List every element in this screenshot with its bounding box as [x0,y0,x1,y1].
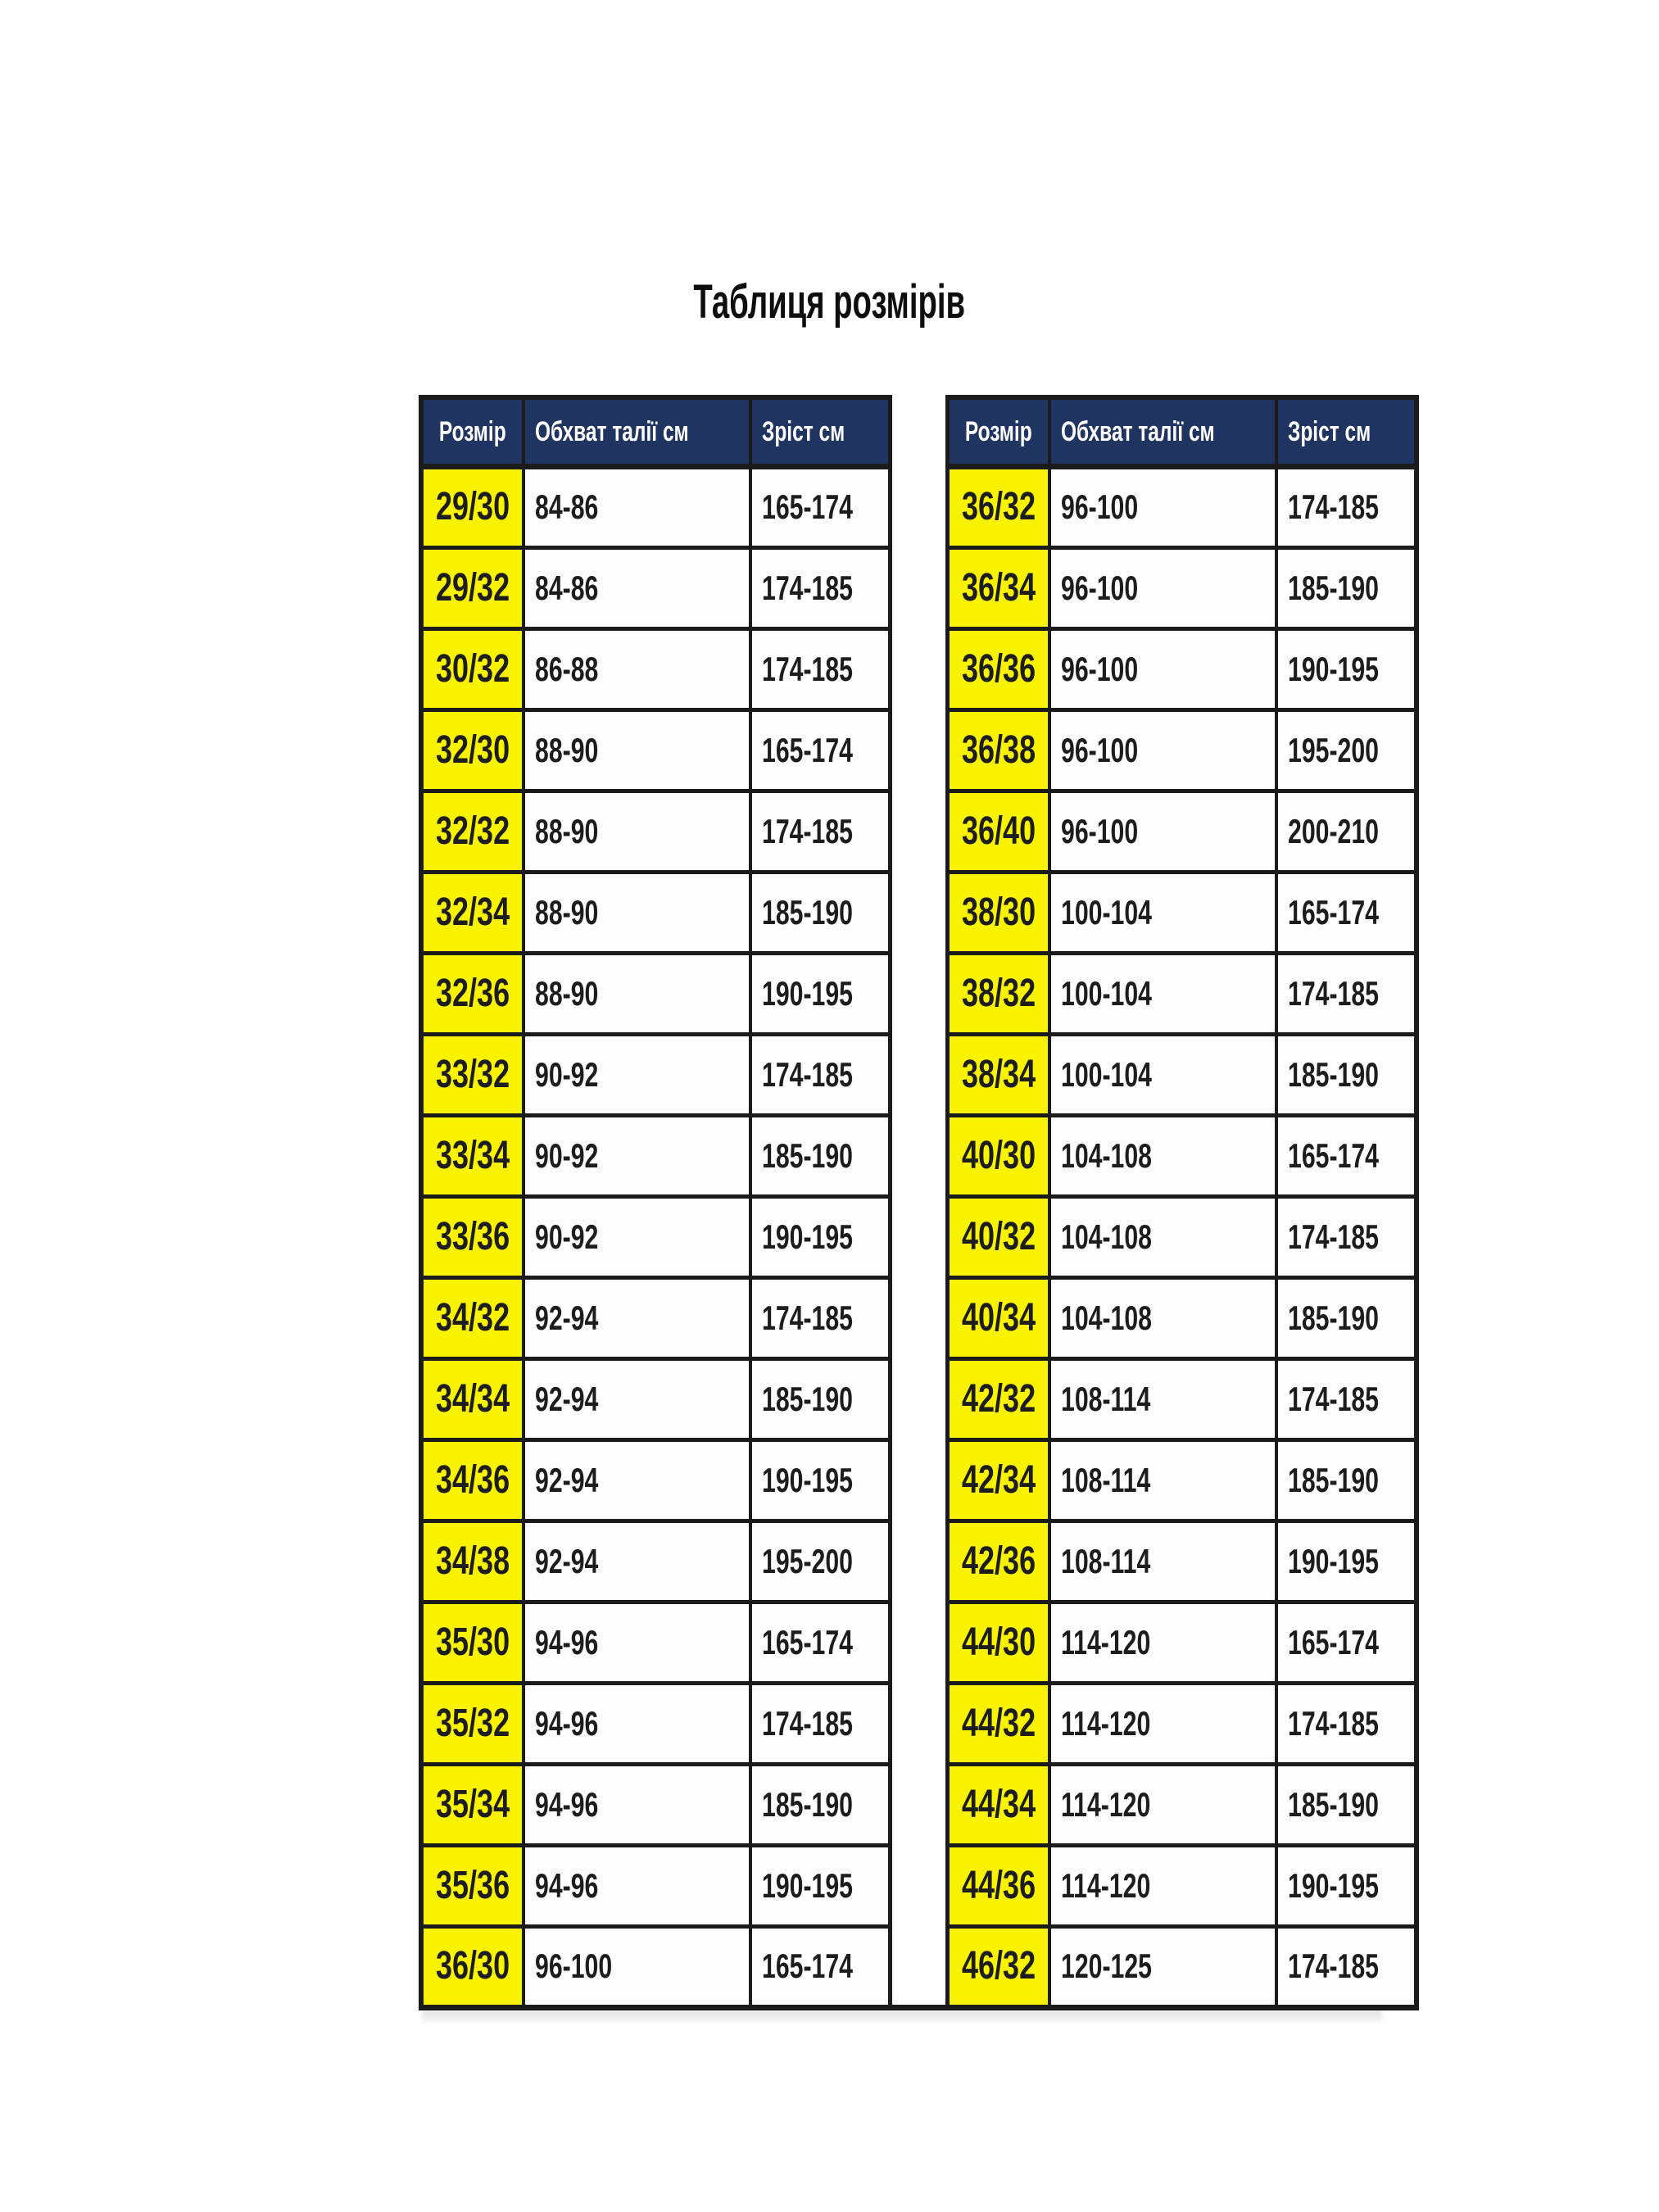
waist-cell [524,466,750,547]
table-row [421,1683,1416,1764]
height-cell-text: 195-200 [761,1541,853,1580]
waist-cell-text: 100-104 [1061,892,1153,931]
height-cell-text: 174-185 [761,811,853,850]
height-cell-text: 185-190 [761,1379,853,1418]
waist-cell-text: 96-100 [1061,811,1139,850]
waist-cell [1049,1683,1276,1764]
header-row [421,397,1416,466]
height-cell [1276,628,1416,709]
waist-cell [1049,1845,1276,1926]
size-table [419,395,1419,2010]
height-cell [750,628,891,709]
size-cell-text: 42/32 [961,1376,1036,1421]
size-cell-text: 33/32 [436,1052,510,1096]
spacer-cell [890,1683,947,1764]
height-cell-text: 185-190 [1287,1298,1379,1337]
waist-cell-text: 100-104 [1061,973,1153,1013]
height-cell-text: 195-200 [1287,730,1379,769]
waist-cell [1049,1602,1276,1683]
height-cell [1276,953,1416,1034]
column-header-height-right [1276,397,1416,466]
size-cell [421,547,524,628]
height-cell-text: 185-190 [1287,1784,1379,1824]
height-cell [750,1926,891,2007]
height-cell [1276,1439,1416,1521]
waist-cell [1049,953,1276,1034]
size-cell [947,1683,1049,1764]
height-cell-text: 190-195 [761,973,853,1013]
column-header-label: Зріст см [1287,415,1371,447]
waist-cell-text: 114-120 [1061,1784,1151,1824]
height-cell-text: 190-195 [761,1865,853,1905]
spacer-cell [890,1196,947,1277]
waist-cell [1049,1926,1276,2007]
spacer-cell [890,1034,947,1115]
waist-cell [524,953,750,1034]
size-cell [947,1845,1049,1926]
waist-cell [524,1764,750,1845]
height-cell [750,1521,891,1602]
height-cell-text: 174-185 [1287,1947,1379,1985]
size-cell-text: 32/32 [436,809,510,853]
height-cell [750,1196,891,1277]
page-title-text: Таблиця розмірів [693,274,966,329]
size-cell-text: 44/34 [961,1782,1036,1826]
waist-cell-text: 108-114 [1061,1460,1151,1499]
waist-cell [524,1683,750,1764]
height-cell-text: 185-190 [1287,1054,1379,1094]
size-cell [421,1277,524,1358]
waist-cell [524,791,750,872]
waist-cell-text: 94-96 [535,1622,599,1661]
size-cell-text: 38/30 [961,890,1036,934]
spacer-cell [890,1277,947,1358]
size-cell-text: 46/32 [961,1944,1036,1988]
height-cell [1276,1683,1416,1764]
size-cell-text: 35/32 [436,1701,510,1745]
table-row [421,466,1416,547]
spacer-cell [890,1602,947,1683]
column-header-height-left [750,397,891,466]
table-row [421,1845,1416,1926]
height-cell-text: 165-174 [761,487,853,526]
waist-cell [1049,1439,1276,1521]
height-cell-text: 185-190 [1287,568,1379,607]
height-cell-text: 174-185 [1287,1379,1379,1418]
table-row [421,709,1416,791]
size-cell [947,1196,1049,1277]
waist-cell [524,628,750,709]
waist-cell [524,709,750,791]
table-row [421,1196,1416,1277]
size-cell-text: 36/40 [961,809,1036,853]
table-body [421,466,1416,2007]
size-cell [947,1521,1049,1602]
waist-cell [524,547,750,628]
size-cell-text: 36/34 [961,565,1036,610]
height-cell-text: 174-185 [761,1703,853,1743]
waist-cell-text: 108-114 [1061,1379,1151,1418]
size-cell [421,1764,524,1845]
height-cell-text: 185-190 [1287,1460,1379,1499]
height-cell [1276,1115,1416,1196]
size-tables [419,395,1419,2010]
height-cell-text: 174-185 [761,1054,853,1094]
waist-cell-text: 88-90 [535,892,599,931]
height-cell-text: 165-174 [761,1947,853,1985]
size-cell-text: 35/36 [436,1863,510,1907]
size-cell [947,872,1049,953]
height-cell-text: 200-210 [1287,811,1379,850]
table-row [421,1439,1416,1521]
height-cell-text: 174-185 [1287,973,1379,1013]
height-cell [1276,791,1416,872]
height-cell-text: 174-185 [761,1298,853,1337]
waist-cell [1049,1277,1276,1358]
size-cell-text: 33/34 [436,1133,510,1177]
table-row [421,1926,1416,2007]
waist-cell [524,1521,750,1602]
spacer-cell [890,1926,947,2007]
size-cell-text: 44/32 [961,1701,1036,1745]
size-cell [421,466,524,547]
height-cell-text: 165-174 [761,730,853,769]
spacer-cell [890,1521,947,1602]
waist-cell-text: 96-100 [1061,649,1139,688]
column-header-label: Розмір [965,415,1032,447]
size-cell [947,953,1049,1034]
height-cell-text: 174-185 [761,568,853,607]
waist-cell-text: 84-86 [535,487,599,526]
height-cell-text: 185-190 [761,1135,853,1175]
size-cell [947,1926,1049,2007]
spacer-cell [890,953,947,1034]
height-cell [1276,1277,1416,1358]
waist-cell-text: 94-96 [535,1784,599,1824]
waist-cell-text: 88-90 [535,973,599,1013]
waist-cell [524,1926,750,2007]
height-cell [750,1845,891,1926]
size-cell-text: 32/36 [436,971,510,1015]
size-cell [421,1358,524,1439]
size-cell-text: 34/32 [436,1295,510,1339]
height-cell-text: 174-185 [1287,487,1379,526]
waist-cell-text: 94-96 [535,1865,599,1905]
waist-cell [1049,547,1276,628]
height-cell [1276,872,1416,953]
waist-cell-text: 90-92 [535,1054,599,1094]
waist-cell-text: 96-100 [1061,568,1139,607]
waist-cell-text: 104-108 [1061,1298,1153,1337]
waist-cell-text: 84-86 [535,568,599,607]
height-cell-text: 165-174 [1287,1135,1379,1175]
table-row [421,872,1416,953]
height-cell [1276,1034,1416,1115]
size-cell-text: 29/30 [436,485,510,528]
waist-cell-text: 114-120 [1061,1865,1151,1905]
waist-cell [524,1358,750,1439]
waist-cell [524,872,750,953]
waist-cell-text: 108-114 [1061,1541,1151,1580]
height-cell [750,547,891,628]
height-cell [1276,1358,1416,1439]
size-cell [947,1602,1049,1683]
waist-cell [1049,1358,1276,1439]
size-cell-text: 29/32 [436,565,510,610]
column-header-label: Зріст см [761,415,845,447]
waist-cell-text: 92-94 [535,1379,599,1418]
size-cell-text: 34/38 [436,1539,510,1583]
height-cell-text: 190-195 [1287,1865,1379,1905]
table-row [421,628,1416,709]
size-cell-text: 36/38 [961,728,1036,772]
size-cell [947,1277,1049,1358]
size-cell-text: 33/36 [436,1214,510,1258]
spacer-cell [890,1115,947,1196]
size-cell [947,547,1049,628]
height-cell-text: 174-185 [761,649,853,688]
waist-cell-text: 96-100 [1061,730,1139,769]
size-cell-text: 40/34 [961,1295,1036,1339]
spacer-cell [890,1845,947,1926]
column-header-size-right [947,397,1049,466]
table-row [421,1521,1416,1602]
height-cell [750,791,891,872]
size-cell [421,1196,524,1277]
page-title [0,274,1659,329]
size-cell [421,628,524,709]
waist-cell-text: 88-90 [535,811,599,850]
size-cell [421,1926,524,2007]
size-cell [421,953,524,1034]
waist-cell-text: 96-100 [1061,487,1139,526]
waist-cell [1049,466,1276,547]
size-cell-text: 44/30 [961,1620,1036,1664]
column-header-label: Обхват талії см [535,415,689,447]
waist-cell-text: 120-125 [1061,1947,1153,1985]
column-header-label: Розмір [439,415,506,447]
table-row [421,1034,1416,1115]
waist-cell-text: 96-100 [535,1947,613,1985]
column-header-size-left [421,397,524,466]
table-row [421,953,1416,1034]
height-cell [750,1439,891,1521]
waist-cell [1049,628,1276,709]
size-cell-text: 36/32 [961,485,1036,528]
size-cell [421,709,524,791]
spacer-cell [890,709,947,791]
height-cell [1276,1926,1416,2007]
height-cell [750,466,891,547]
height-cell-text: 165-174 [761,1622,853,1661]
size-cell [947,628,1049,709]
size-cell [421,1845,524,1926]
size-cell-text: 36/30 [436,1944,510,1988]
waist-cell-text: 88-90 [535,730,599,769]
waist-cell-text: 114-120 [1061,1703,1151,1743]
size-cell-text: 44/36 [961,1863,1036,1907]
height-cell-text: 190-195 [761,1217,853,1256]
waist-cell-text: 100-104 [1061,1054,1153,1094]
height-cell [1276,709,1416,791]
height-cell-text: 185-190 [761,892,853,931]
column-header-waist-right [1049,397,1276,466]
height-cell [1276,1845,1416,1926]
size-cell [421,872,524,953]
height-cell [750,1115,891,1196]
waist-cell [524,1034,750,1115]
waist-cell-text: 92-94 [535,1298,599,1337]
size-cell [947,709,1049,791]
waist-cell [1049,1521,1276,1602]
spacer-cell [890,1358,947,1439]
waist-cell-text: 90-92 [535,1135,599,1175]
waist-cell [524,1845,750,1926]
size-cell [947,1034,1049,1115]
size-cell-text: 35/30 [436,1620,510,1664]
height-cell-text: 190-195 [1287,1541,1379,1580]
size-cell [947,1764,1049,1845]
size-cell [421,1683,524,1764]
height-cell [1276,466,1416,547]
size-cell [947,791,1049,872]
height-cell-text: 190-195 [761,1460,853,1499]
size-cell [947,466,1049,547]
size-cell-text: 38/32 [961,971,1036,1015]
height-cell-text: 174-185 [1287,1703,1379,1743]
size-cell-text: 38/34 [961,1052,1036,1096]
spacer-cell [890,547,947,628]
waist-cell [1049,791,1276,872]
waist-cell [524,1602,750,1683]
waist-cell [1049,1115,1276,1196]
size-cell [947,1439,1049,1521]
size-cell [421,1439,524,1521]
spacer-cell [890,466,947,547]
waist-cell-text: 86-88 [535,649,599,688]
height-cell [750,1602,891,1683]
height-cell [750,1764,891,1845]
size-cell-text: 30/32 [436,646,510,691]
spacer-column [890,397,947,466]
size-cell-text: 32/30 [436,728,510,772]
waist-cell [524,1196,750,1277]
waist-cell [524,1115,750,1196]
size-cell [947,1115,1049,1196]
size-cell-text: 32/34 [436,890,510,934]
waist-cell [1049,1034,1276,1115]
column-header-waist-left [524,397,750,466]
waist-cell [1049,709,1276,791]
height-cell-text: 185-190 [761,1784,853,1824]
size-cell-text: 36/36 [961,646,1036,691]
height-cell [750,1358,891,1439]
column-header-label: Обхват талії см [1061,415,1215,447]
waist-cell-text: 114-120 [1061,1622,1151,1661]
height-cell [1276,1602,1416,1683]
size-cell [421,1034,524,1115]
size-cell-text: 40/32 [961,1214,1036,1258]
height-cell [750,1683,891,1764]
spacer-cell [890,1764,947,1845]
height-cell-text: 174-185 [1287,1217,1379,1256]
spacer-cell [890,1439,947,1521]
waist-cell-text: 90-92 [535,1217,599,1256]
size-cell [421,1521,524,1602]
spacer-cell [890,628,947,709]
size-cell-text: 40/30 [961,1133,1036,1177]
table-row [421,1764,1416,1845]
height-cell [750,1277,891,1358]
table-row [421,1358,1416,1439]
height-cell [1276,547,1416,628]
table-row [421,791,1416,872]
height-cell-text: 165-174 [1287,892,1379,931]
waist-cell [1049,1764,1276,1845]
height-cell [1276,1196,1416,1277]
size-cell-text: 34/34 [436,1376,510,1421]
waist-cell-text: 104-108 [1061,1217,1153,1256]
spacer-cell [890,791,947,872]
size-cell [421,1602,524,1683]
height-cell [1276,1521,1416,1602]
waist-cell [1049,872,1276,953]
waist-cell [1049,1196,1276,1277]
spacer-cell [890,872,947,953]
height-cell [750,1034,891,1115]
table-row [421,1602,1416,1683]
height-cell [1276,1764,1416,1845]
size-cell-text: 35/34 [436,1782,510,1826]
size-cell [421,791,524,872]
waist-cell-text: 104-108 [1061,1135,1153,1175]
size-cell-text: 42/34 [961,1457,1036,1502]
table-row [421,1115,1416,1196]
height-cell-text: 190-195 [1287,649,1379,688]
size-cell [421,1115,524,1196]
table-row [421,547,1416,628]
height-cell [750,709,891,791]
waist-cell [524,1439,750,1521]
height-cell-text: 165-174 [1287,1622,1379,1661]
size-cell [947,1358,1049,1439]
waist-cell-text: 92-94 [535,1541,599,1580]
size-cell-text: 34/36 [436,1457,510,1502]
height-cell [750,953,891,1034]
size-cell-text: 42/36 [961,1539,1036,1583]
waist-cell [524,1277,750,1358]
height-cell [750,872,891,953]
table-row [421,1277,1416,1358]
waist-cell-text: 94-96 [535,1703,599,1743]
waist-cell-text: 92-94 [535,1460,599,1499]
